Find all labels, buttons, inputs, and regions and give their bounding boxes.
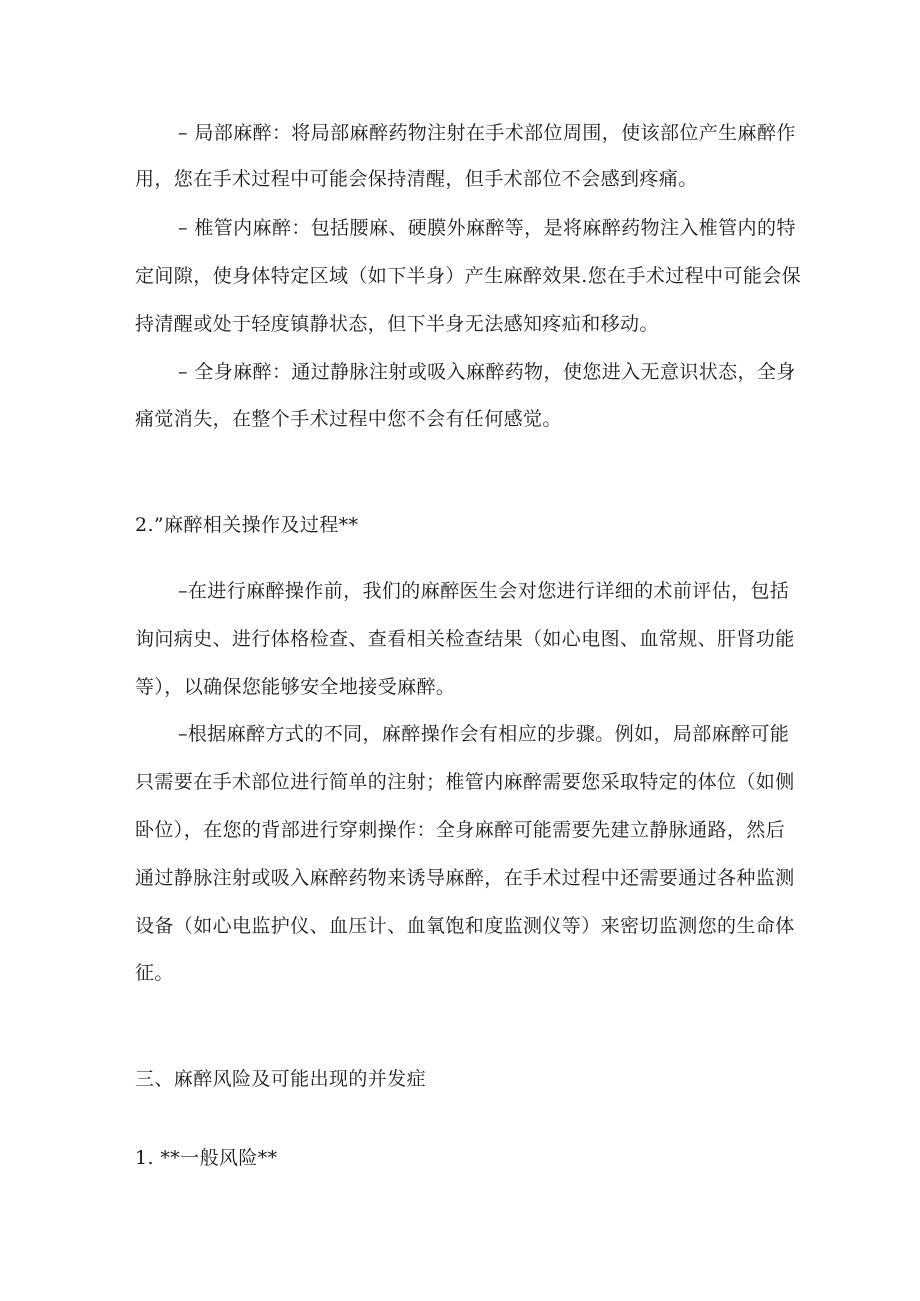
paragraph-line: – 椎管内麻醉：包括腰麻、硬膜外麻醉等，是将麻醉药物注入椎管内的特 [178, 217, 796, 239]
paragraph-line: 只需要在手术部位进行简单的注射；椎管内麻醉需要您采取特定的体位（如侧 [135, 771, 795, 793]
paragraph-line: 征。 [135, 962, 174, 984]
paragraph-line: 用，您在手术过程中可能会保持清醒，但手术部位不会感到疼痛。 [135, 168, 698, 190]
subsection-heading: 1. **一般风险** [135, 1147, 278, 1169]
section-heading: 三、麻醉风险及可能出现的并发症 [135, 1068, 427, 1090]
paragraph-line: 设备（如心电监护仪、血压计、血氧饱和度监测仪等）来密切监测您的生命体 [135, 915, 795, 937]
section-heading: 2.”麻醉相关操作及过程** [135, 514, 359, 536]
paragraph-line: 通过静脉注射或吸入麻醉药物来诱导麻醉，在手术过程中还需要通过各种监测 [135, 867, 795, 889]
paragraph-line: 痛觉消失，在整个手术过程中您不会有任何感觉。 [135, 408, 562, 430]
paragraph-line: – 全身麻醉：通过静脉注射或吸入麻醉药物，使您进入无意识状态，全身 [178, 361, 796, 383]
paragraph-line: –根据麻醉方式的不同，麻醉操作会有相应的步骤。例如，局部麻醉可能 [178, 723, 790, 745]
paragraph-line: 询问病史、进行体格检查、查看相关检查结果（如心电图、血常规、肝肾功能 [135, 628, 795, 650]
paragraph-line: 等），以确保您能够安全地接受麻醉。 [135, 676, 456, 698]
paragraph-line: – 局部麻醉：将局部麻醉药物注射在手术部位周围，使该部位产生麻醉作 [178, 122, 796, 144]
paragraph-line: 定间隙，使身体特定区域（如下半身）产生麻醉效果.您在手术过程中可能会保 [135, 265, 802, 287]
paragraph-line: 持清醒或处于轻度镇静状态，但下半身无法感知疼疝和移动。 [135, 313, 659, 335]
paragraph-line: –在进行麻醉操作前，我们的麻醉医生会对您进行详细的术前评估，包括 [178, 580, 790, 602]
paragraph-line: 卧位），在您的背部进行穿刺操作：全身麻醉可能需要先建立静脉通路，然后 [135, 819, 786, 841]
